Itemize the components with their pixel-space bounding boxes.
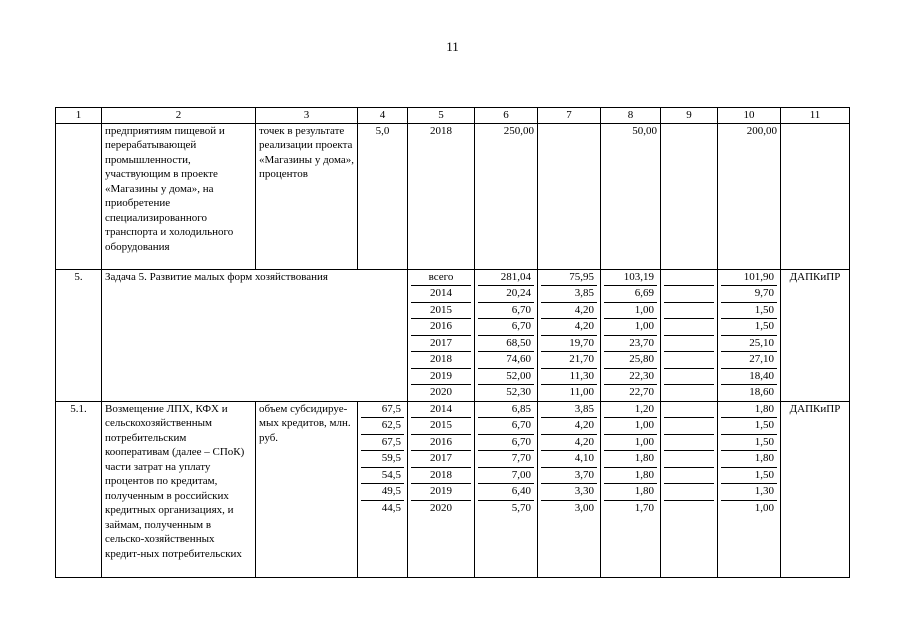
value-cell: 3,85: [541, 402, 597, 419]
value-cell: 25,80: [604, 352, 657, 369]
task-title: Задача 5. Развитие малых форм хозяйствования: [102, 269, 408, 401]
item51-col9: [661, 401, 718, 577]
value-cell: 1,80: [721, 402, 777, 419]
cell-executor: [781, 123, 850, 269]
header-cell: 11: [781, 108, 850, 124]
value-cell: 62,5: [361, 418, 404, 435]
task5-col9: [661, 269, 718, 401]
item-description: Возмещение ЛПХ, КФХ и сельскохозяйственным потребительским кооперативам (далее – СПоК) части затрат на уплату процентов по кредитам, полученным в российских кредитных организациях, и займам, полученным в сельско-хозяйственных кредит-ных потребительских: [102, 401, 256, 577]
value-cell: 6,70: [478, 303, 534, 320]
value-cell: 18,60: [749, 386, 774, 398]
value-cell: 103,19: [604, 270, 657, 287]
year-label: 2020: [430, 386, 452, 398]
value-cell: 54,5: [361, 468, 404, 485]
year-label: 2017: [411, 451, 471, 468]
value-cell: 1,80: [604, 468, 657, 485]
value-cell: 1,50: [721, 468, 777, 485]
value-cell: 1,00: [604, 319, 657, 336]
item-indicator: объем субсидируе-мых кредитов, млн. руб.: [256, 401, 358, 577]
year-label: всего: [411, 270, 471, 287]
cell-regional: 50,00: [601, 123, 661, 269]
value-cell: 1,80: [604, 484, 657, 501]
value-cell: 1,50: [721, 319, 777, 336]
cell-description: предприятиям пищевой и перерабатывающей промышленности, участвующим в проекте «Магазины у дома», на приобретение специализированного транспорта и холодильного оборудования: [102, 123, 256, 269]
value-cell: 6,70: [478, 418, 534, 435]
value-cell: 6,85: [478, 402, 534, 419]
year-label: 2019: [411, 369, 471, 386]
header-cell: 1: [56, 108, 102, 124]
year-label: 2014: [411, 402, 471, 419]
value-cell: 1,00: [604, 303, 657, 320]
value-cell: 67,5: [361, 402, 404, 419]
task5-col10: [718, 269, 781, 401]
header-cell: 7: [538, 108, 601, 124]
value-cell: 5,70: [511, 501, 531, 514]
header-cell: 9: [661, 108, 718, 124]
value-cell: 4,20: [541, 303, 597, 320]
value-cell: 25,10: [721, 336, 777, 353]
cell-target-value: 5,0: [358, 123, 408, 269]
cell-year: 2018: [408, 123, 475, 269]
value-cell: 1,20: [604, 402, 657, 419]
year-label: 2019: [411, 484, 471, 501]
cell-num: [56, 123, 102, 269]
header-cell: 4: [358, 108, 408, 124]
value-cell: 4,10: [541, 451, 597, 468]
table-row-task5: [56, 269, 850, 401]
value-cell: 6,70: [478, 435, 534, 452]
value-cell: 52,30: [506, 386, 531, 398]
value-cell: 6,69: [604, 286, 657, 303]
item51-executor: ДАПКиПР: [781, 401, 850, 577]
value-cell: 59,5: [361, 451, 404, 468]
task-number: 5.: [56, 269, 102, 401]
value-cell: 7,70: [478, 451, 534, 468]
task5-executor: ДАПКиПР: [781, 269, 850, 401]
task5-col7: [538, 269, 601, 401]
value-cell: 20,24: [478, 286, 534, 303]
item51-years: [408, 401, 475, 577]
task5-years: [408, 269, 475, 401]
cell-total: 250,00: [475, 123, 538, 269]
year-label: 2020: [430, 501, 452, 514]
value-cell: 3,85: [541, 286, 597, 303]
year-label: 2015: [411, 303, 471, 320]
item51-col10: [718, 401, 781, 577]
year-label: 2016: [411, 319, 471, 336]
value-cell: 1,50: [721, 303, 777, 320]
value-cell: 23,70: [604, 336, 657, 353]
value-cell: 6,70: [478, 319, 534, 336]
header-cell: 2: [102, 108, 256, 124]
year-label: 2014: [411, 286, 471, 303]
year-label: 2018: [411, 468, 471, 485]
year-label: 2015: [411, 418, 471, 435]
value-cell: 11,00: [569, 386, 594, 398]
value-cell: 1,80: [721, 451, 777, 468]
value-cell: 281,04: [478, 270, 534, 287]
item51-col7: [538, 401, 601, 577]
value-cell: 49,5: [361, 484, 404, 501]
value-cell: 52,00: [478, 369, 534, 386]
value-cell: 74,60: [478, 352, 534, 369]
value-cell: 11,30: [541, 369, 597, 386]
page-number: 11: [446, 39, 459, 54]
value-cell: 67,5: [361, 435, 404, 452]
item51-col4: [358, 401, 408, 577]
value-cell: 1,00: [604, 435, 657, 452]
cell-local: [661, 123, 718, 269]
value-cell: 1,80: [604, 451, 657, 468]
header-cell: 8: [601, 108, 661, 124]
value-cell: 27,10: [721, 352, 777, 369]
task5-col8: [601, 269, 661, 401]
value-cell: 3,70: [541, 468, 597, 485]
value-cell: 4,20: [541, 435, 597, 452]
value-cell: 1,00: [604, 418, 657, 435]
value-cell: 9,70: [721, 286, 777, 303]
value-cell: 19,70: [541, 336, 597, 353]
value-cell: 7,00: [478, 468, 534, 485]
value-cell: 22,30: [604, 369, 657, 386]
value-cell: 1,70: [634, 501, 654, 514]
value-cell: 1,30: [721, 484, 777, 501]
header-cell: 10: [718, 108, 781, 124]
item-number: 5.1.: [56, 401, 102, 577]
cell-federal: [538, 123, 601, 269]
table-row-continuation: [56, 123, 850, 269]
program-table: [55, 107, 850, 578]
header-row: [56, 108, 850, 124]
value-cell: 101,90: [721, 270, 777, 287]
cell-indicator: точек в результате реализации проекта «Магазины у дома», процентов: [256, 123, 358, 269]
value-cell: 68,50: [478, 336, 534, 353]
table-row-item51: [56, 401, 850, 577]
item51-col6: [475, 401, 538, 577]
item51-col8: [601, 401, 661, 577]
value-cell: 22,70: [629, 386, 654, 398]
value-cell: 1,50: [721, 418, 777, 435]
year-label: 2018: [411, 352, 471, 369]
value-cell: 3,30: [541, 484, 597, 501]
header-cell: 5: [408, 108, 475, 124]
value-cell: 1,50: [721, 435, 777, 452]
value-cell: 44,5: [381, 501, 401, 514]
value-cell: 21,70: [541, 352, 597, 369]
header-cell: 3: [256, 108, 358, 124]
year-label: 2017: [411, 336, 471, 353]
cell-extra: 200,00: [718, 123, 781, 269]
value-cell: 4,20: [541, 418, 597, 435]
value-cell: 75,95: [541, 270, 597, 287]
value-cell: 4,20: [541, 319, 597, 336]
value-cell: 18,40: [721, 369, 777, 386]
value-cell: 3,00: [574, 501, 594, 514]
value-cell: 6,40: [478, 484, 534, 501]
value-cell: 1,00: [754, 501, 774, 514]
year-label: 2016: [411, 435, 471, 452]
header-cell: 6: [475, 108, 538, 124]
task5-col6: [475, 269, 538, 401]
